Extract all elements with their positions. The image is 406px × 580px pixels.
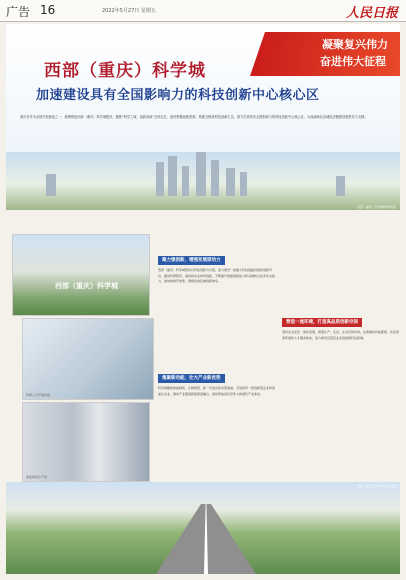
section-heading-2: 集聚新动能，壮大产业新优势 xyxy=(158,374,225,383)
section-heading-3: 营造一流环境，打造高品质创新空间 xyxy=(282,318,362,327)
page-subtitle: 加速建设具有全国影响力的科技创新中心核心区 xyxy=(36,88,320,103)
campus-sign: 西部（重庆）科学城 xyxy=(55,282,118,290)
building xyxy=(211,160,219,196)
building xyxy=(168,156,177,196)
lab-photo-caption: 科研人员开展实验 xyxy=(26,393,51,397)
newspaper-masthead: 人民日报 xyxy=(345,6,398,21)
lab-photo xyxy=(22,318,154,400)
building xyxy=(240,172,247,196)
bottom-photo-caption: 西部（重庆）科学城生态景观 xyxy=(356,484,396,488)
banner-line-1: 凝聚复兴伟力 xyxy=(322,38,388,51)
section-heading-1: 聚力强创新，增强发展原动力 xyxy=(158,256,225,265)
section-label: 广告 xyxy=(6,5,31,19)
building xyxy=(196,152,206,196)
hero-section xyxy=(6,24,400,154)
green-landscape-photo xyxy=(6,482,400,574)
campus-photo xyxy=(12,234,150,316)
building xyxy=(226,168,235,196)
factory-photo xyxy=(22,402,150,482)
banner-line-2: 奋进伟大征程 xyxy=(320,55,386,68)
issue-date: 2022年5月27日 星期五 xyxy=(102,8,156,14)
building xyxy=(336,176,345,196)
skyline-caption: 西部（重庆）科学城城市风貌 xyxy=(356,205,396,209)
section-text-1: 西部（重庆）科学城坚持以科技创新为引领，着力建设一批重大科技基础设施和创新平台，推动科研院所、高校和企业协同创新，不断提升原始创新能力和关键核心技术攻关能力，加快构建开放型、网络化的区域创新体系。 xyxy=(158,268,276,284)
page-number: 16 xyxy=(40,3,56,17)
page-title: 西部（重庆）科学城 xyxy=(44,61,206,81)
factory-photo-caption: 智能制造生产线 xyxy=(26,475,48,479)
section-text-3: 坚持生态优先、绿色发展，统筹生产、生活、生态空间布局，完善城市功能配套，优化营商环境和人才服务体系，着力建设宜居宜业宜创的现代化新城。 xyxy=(282,330,400,340)
building xyxy=(156,162,164,196)
section-text-2: 科学城聚焦智能制造、生物医药、新一代信息技术等领域，引进培育一批创新型企业和高成长企业，推动产业链创新链深度融合，加快形成具有竞争力的现代产业体系。 xyxy=(158,386,276,396)
building xyxy=(46,174,56,196)
intro-paragraph: 重庆市作为全国开放枢纽之一，统筹推进西部（重庆）科学城建设，聚焦“科学之城、创新高地”总体定位，加快集聚创新资源，构建全链条科技创新生态，着力打造具有全国影响力的科技创新中心核心区，为成渝地区双城经济圈建设提供有力支撑。 xyxy=(20,115,368,119)
page-header xyxy=(0,0,406,22)
building xyxy=(182,166,189,196)
city-skyline-photo xyxy=(6,152,400,210)
